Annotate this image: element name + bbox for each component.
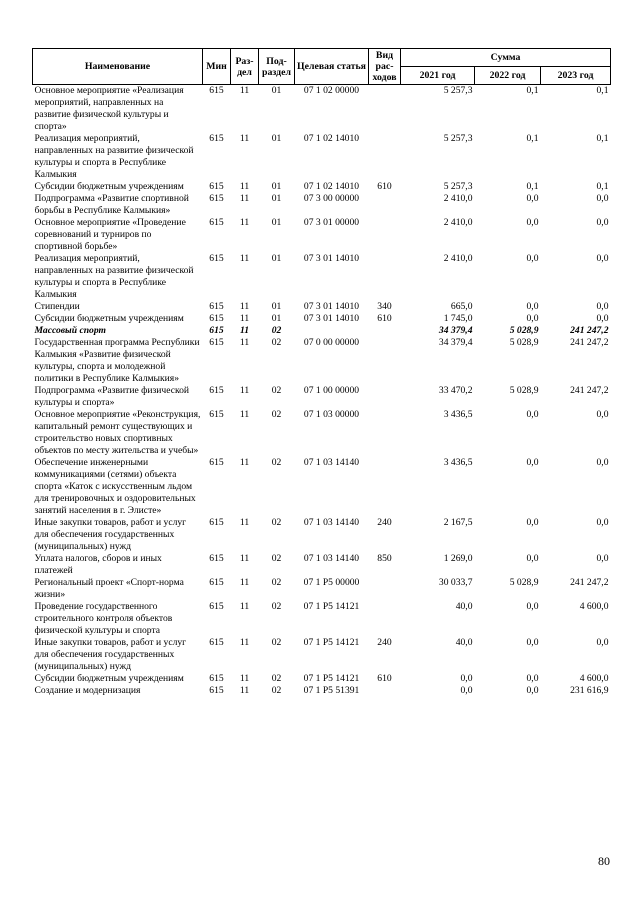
vid-cell: 610 bbox=[377, 673, 392, 684]
min-cell: 615 bbox=[209, 409, 224, 420]
target-cell: 07 1 P5 51391 bbox=[303, 685, 360, 696]
sum-2023-cell: 241 247,2 bbox=[570, 325, 609, 336]
sum-2023-cell: 0,0 bbox=[596, 193, 609, 204]
sum-2021-cell: 3 436,5 bbox=[443, 409, 473, 420]
podrazdel-cell: 01 bbox=[271, 133, 282, 144]
table-header bbox=[33, 49, 611, 85]
vid-cell bbox=[369, 217, 401, 253]
target-cell: 07 1 00 00000 bbox=[303, 385, 360, 396]
budget-table bbox=[32, 48, 611, 697]
sum-2021-cell: 40,0 bbox=[455, 601, 473, 612]
razdel-cell: 11 bbox=[239, 457, 250, 468]
sum-2021-cell: 2 167,5 bbox=[443, 517, 473, 528]
sum-2022-cell: 0,0 bbox=[526, 253, 539, 264]
min-cell: 615 bbox=[209, 553, 224, 564]
sum-2021-cell: 5 257,3 bbox=[443, 85, 473, 96]
target-cell: 07 1 03 14140 bbox=[303, 517, 360, 528]
table-row bbox=[33, 577, 611, 601]
sum-2022-cell: 0,0 bbox=[526, 409, 539, 420]
min-cell: 615 bbox=[209, 217, 224, 228]
target-cell: 07 3 01 14010 bbox=[303, 253, 360, 264]
sum-2023-cell: 0,0 bbox=[596, 301, 609, 312]
razdel-cell: 11 bbox=[239, 301, 250, 312]
table-row bbox=[33, 637, 611, 673]
razdel-cell: 11 bbox=[239, 133, 250, 144]
sum-2023-cell: 0,0 bbox=[596, 457, 609, 468]
sum-2021-cell: 665,0 bbox=[450, 301, 473, 312]
razdel-cell: 11 bbox=[239, 685, 250, 696]
min-cell: 615 bbox=[209, 577, 224, 588]
razdel-cell: 11 bbox=[239, 217, 250, 228]
name-cell: Реализация мероприятий, направленных на развитие физической культуры и спорта в Республике Калмыкия bbox=[34, 133, 194, 180]
sum-2022-cell: 0,0 bbox=[526, 637, 539, 648]
name-cell: Массовый спорт bbox=[34, 325, 106, 336]
name-cell: Основное мероприятие «Проведение соревнований и турниров по спортивной борьбе» bbox=[34, 217, 186, 252]
table-row bbox=[33, 301, 611, 313]
vid-cell bbox=[369, 577, 401, 601]
target-cell: 07 1 P5 14121 bbox=[303, 637, 360, 648]
vid-cell: 610 bbox=[377, 313, 392, 324]
target-cell: 07 1 P5 00000 bbox=[303, 577, 360, 588]
target-cell: 07 1 P5 14121 bbox=[303, 601, 360, 612]
sum-2023-cell: 4 600,0 bbox=[579, 601, 609, 612]
table-row bbox=[33, 85, 611, 134]
sum-2023-cell: 0,0 bbox=[596, 253, 609, 264]
podrazdel-cell: 02 bbox=[271, 673, 282, 684]
header-min: Мин bbox=[203, 49, 231, 85]
table-row bbox=[33, 193, 611, 217]
header-vid: Вид рас-ходов bbox=[369, 49, 401, 85]
sum-2022-cell: 0,1 bbox=[526, 181, 539, 192]
sum-2023-cell: 0,0 bbox=[596, 313, 609, 324]
vid-cell bbox=[369, 253, 401, 301]
sum-2023-cell: 231 616,9 bbox=[570, 685, 609, 696]
target-cell: 07 3 01 00000 bbox=[303, 217, 360, 228]
sum-2021-cell: 34 379,4 bbox=[438, 337, 473, 348]
sum-2023-cell: 0,1 bbox=[596, 133, 609, 144]
table-row bbox=[33, 253, 611, 301]
table-row bbox=[33, 685, 611, 697]
vid-cell bbox=[369, 85, 401, 134]
name-cell: Подпрограмма «Развитие спортивной борьбы в Республике Калмыкия» bbox=[34, 193, 189, 216]
header-2021: 2021 год bbox=[401, 67, 475, 85]
sum-2021-cell: 0,0 bbox=[460, 673, 473, 684]
vid-cell bbox=[369, 601, 401, 637]
min-cell: 615 bbox=[209, 517, 224, 528]
sum-2021-cell: 34 379,4 bbox=[438, 325, 473, 336]
podrazdel-cell: 02 bbox=[271, 685, 282, 696]
vid-cell bbox=[369, 385, 401, 409]
sum-2022-cell: 0,0 bbox=[526, 517, 539, 528]
podrazdel-cell: 02 bbox=[271, 637, 282, 648]
sum-2021-cell: 30 033,7 bbox=[438, 577, 473, 588]
sum-2022-cell: 0,0 bbox=[526, 457, 539, 468]
razdel-cell: 11 bbox=[239, 553, 250, 564]
sum-2021-cell: 1 269,0 bbox=[443, 553, 473, 564]
razdel-cell: 11 bbox=[239, 517, 250, 528]
min-cell: 615 bbox=[209, 457, 224, 468]
target-cell: 07 0 00 00000 bbox=[303, 337, 360, 348]
header-razdel: Раз-дел bbox=[231, 49, 259, 85]
sum-2023-cell: 0,1 bbox=[596, 181, 609, 192]
razdel-cell: 11 bbox=[239, 253, 250, 264]
razdel-cell: 11 bbox=[239, 577, 250, 588]
target-cell: 07 1 03 14140 bbox=[303, 457, 360, 468]
table-row bbox=[33, 385, 611, 409]
min-cell: 615 bbox=[209, 325, 224, 336]
podrazdel-cell: 02 bbox=[271, 457, 282, 468]
razdel-cell: 11 bbox=[239, 601, 250, 612]
name-cell: Региональный проект «Спорт-норма жизни» bbox=[34, 577, 184, 600]
razdel-cell: 11 bbox=[239, 193, 250, 204]
name-cell: Субсидии бюджетным учреждениям bbox=[34, 673, 184, 684]
sum-2022-cell: 0,0 bbox=[526, 673, 539, 684]
table-row bbox=[33, 133, 611, 181]
sum-2022-cell: 0,0 bbox=[526, 553, 539, 564]
min-cell: 615 bbox=[209, 385, 224, 396]
vid-cell: 240 bbox=[377, 637, 392, 648]
sum-2021-cell: 5 257,3 bbox=[443, 181, 473, 192]
sum-2021-cell: 2 410,0 bbox=[443, 217, 473, 228]
razdel-cell: 11 bbox=[239, 337, 250, 348]
sum-2023-cell: 0,0 bbox=[596, 217, 609, 228]
sum-2022-cell: 0,1 bbox=[526, 85, 539, 96]
table-row bbox=[33, 181, 611, 193]
name-cell: Уплата налогов, сборов и иных платежей bbox=[34, 553, 162, 576]
sum-2022-cell: 5 028,9 bbox=[509, 577, 539, 588]
vid-cell bbox=[369, 337, 401, 385]
sum-2022-cell: 0,0 bbox=[526, 313, 539, 324]
vid-cell bbox=[369, 133, 401, 181]
target-cell: 07 1 02 14010 bbox=[303, 181, 360, 192]
vid-cell bbox=[369, 409, 401, 457]
table-row bbox=[33, 457, 611, 517]
name-cell: Реализация мероприятий, направленных на развитие физической культуры и спорта в Республике Калмыкия bbox=[34, 253, 194, 300]
sum-2021-cell: 1 745,0 bbox=[443, 313, 473, 324]
min-cell: 615 bbox=[209, 193, 224, 204]
table-row bbox=[33, 601, 611, 637]
target-cell: 07 3 01 14010 bbox=[303, 301, 360, 312]
sum-2023-cell: 4 600,0 bbox=[579, 673, 609, 684]
vid-cell: 240 bbox=[377, 517, 392, 528]
name-cell: Иные закупки товаров, работ и услуг для обеспечения государственных (муниципальных) нужд bbox=[34, 637, 187, 672]
min-cell: 615 bbox=[209, 673, 224, 684]
name-cell: Основное мероприятие «Реализация мероприятий, направленных на развитие физической культуры и спорта» bbox=[34, 85, 184, 132]
min-cell: 615 bbox=[209, 337, 224, 348]
podrazdel-cell: 02 bbox=[271, 385, 282, 396]
header-2023: 2023 год bbox=[541, 67, 611, 85]
razdel-cell: 11 bbox=[239, 181, 250, 192]
sum-2021-cell: 3 436,5 bbox=[443, 457, 473, 468]
min-cell: 615 bbox=[209, 85, 224, 96]
sum-2023-cell: 241 247,2 bbox=[570, 385, 609, 396]
name-cell: Подпрограмма «Развитие физической культуры и спорта» bbox=[34, 385, 190, 408]
sum-2021-cell: 33 470,2 bbox=[438, 385, 473, 396]
razdel-cell: 11 bbox=[239, 409, 250, 420]
table-row bbox=[33, 409, 611, 457]
sum-2022-cell: 5 028,9 bbox=[509, 385, 539, 396]
podrazdel-cell: 02 bbox=[271, 409, 282, 420]
name-cell: Государственная программа Республики Калмыкия «Развитие физической культуры, спорта и молодежной политики в Республике Калмыкия» bbox=[34, 337, 200, 384]
sum-2022-cell: 0,0 bbox=[526, 301, 539, 312]
sum-2021-cell: 2 410,0 bbox=[443, 193, 473, 204]
sum-2021-cell: 2 410,0 bbox=[443, 253, 473, 264]
target-cell: 07 1 03 00000 bbox=[303, 409, 360, 420]
header-target: Целевая статья bbox=[295, 49, 369, 85]
razdel-cell: 11 bbox=[239, 85, 250, 96]
razdel-cell: 11 bbox=[239, 385, 250, 396]
table-row bbox=[33, 325, 611, 337]
table-row bbox=[33, 553, 611, 577]
podrazdel-cell: 01 bbox=[271, 301, 282, 312]
razdel-cell: 11 bbox=[239, 313, 250, 324]
min-cell: 615 bbox=[209, 685, 224, 696]
name-cell: Субсидии бюджетным учреждениям bbox=[34, 313, 184, 324]
vid-cell: 340 bbox=[377, 301, 392, 312]
podrazdel-cell: 01 bbox=[271, 253, 282, 264]
vid-cell bbox=[369, 325, 401, 337]
table-row bbox=[33, 673, 611, 685]
sum-2023-cell: 0,0 bbox=[596, 553, 609, 564]
podrazdel-cell: 02 bbox=[271, 325, 282, 336]
target-cell: 07 1 03 14140 bbox=[303, 553, 360, 564]
target-cell: 07 1 P5 14121 bbox=[303, 673, 360, 684]
target-cell: 07 1 02 00000 bbox=[303, 85, 360, 96]
table-row bbox=[33, 517, 611, 553]
podrazdel-cell: 02 bbox=[271, 577, 282, 588]
razdel-cell: 11 bbox=[239, 325, 250, 336]
min-cell: 615 bbox=[209, 313, 224, 324]
sum-2023-cell: 0,1 bbox=[596, 85, 609, 96]
target-cell bbox=[295, 325, 369, 337]
podrazdel-cell: 01 bbox=[271, 85, 282, 96]
table-row bbox=[33, 337, 611, 385]
podrazdel-cell: 02 bbox=[271, 553, 282, 564]
sum-2021-cell: 40,0 bbox=[455, 637, 473, 648]
podrazdel-cell: 02 bbox=[271, 337, 282, 348]
sum-2022-cell: 0,0 bbox=[526, 193, 539, 204]
sum-2022-cell: 0,0 bbox=[526, 685, 539, 696]
name-cell: Создание и модернизация bbox=[34, 685, 141, 696]
name-cell: Субсидии бюджетным учреждениям bbox=[34, 181, 184, 192]
header-sum: Сумма bbox=[401, 49, 611, 67]
min-cell: 615 bbox=[209, 601, 224, 612]
sum-2021-cell: 5 257,3 bbox=[443, 133, 473, 144]
header-name: Наименование bbox=[33, 49, 203, 85]
sum-2022-cell: 0,0 bbox=[526, 217, 539, 228]
min-cell: 615 bbox=[209, 253, 224, 264]
target-cell: 07 3 00 00000 bbox=[303, 193, 360, 204]
name-cell: Стипендии bbox=[34, 301, 80, 312]
podrazdel-cell: 01 bbox=[271, 313, 282, 324]
sum-2023-cell: 241 247,2 bbox=[570, 577, 609, 588]
min-cell: 615 bbox=[209, 133, 224, 144]
podrazdel-cell: 02 bbox=[271, 601, 282, 612]
min-cell: 615 bbox=[209, 637, 224, 648]
target-cell: 07 3 01 14010 bbox=[303, 313, 360, 324]
podrazdel-cell: 01 bbox=[271, 181, 282, 192]
podrazdel-cell: 02 bbox=[271, 517, 282, 528]
vid-cell bbox=[369, 457, 401, 517]
table-row bbox=[33, 313, 611, 325]
sum-2022-cell: 5 028,9 bbox=[509, 337, 539, 348]
sum-2022-cell: 0,1 bbox=[526, 133, 539, 144]
min-cell: 615 bbox=[209, 301, 224, 312]
podrazdel-cell: 01 bbox=[271, 193, 282, 204]
name-cell: Основное мероприятие «Реконструкция, капитальный ремонт существующих и строительство новых спортивных объектов по месту жительства и учебы» bbox=[34, 409, 201, 456]
target-cell: 07 1 02 14010 bbox=[303, 133, 360, 144]
sum-2021-cell: 0,0 bbox=[460, 685, 473, 696]
razdel-cell: 11 bbox=[239, 673, 250, 684]
sum-2022-cell: 5 028,9 bbox=[509, 325, 539, 336]
sum-2023-cell: 0,0 bbox=[596, 517, 609, 528]
sum-2022-cell: 0,0 bbox=[526, 601, 539, 612]
vid-cell: 610 bbox=[377, 181, 392, 192]
sum-2023-cell: 0,0 bbox=[596, 409, 609, 420]
sum-2023-cell: 241 247,2 bbox=[570, 337, 609, 348]
vid-cell bbox=[369, 685, 401, 697]
name-cell: Обеспечение инженерными коммуникациями (сетями) объекта спорта «Каток с искусственным льдом для тренировочных и оздоровительных занятий населения в г. Элисте» bbox=[34, 457, 196, 516]
header-2022: 2022 год bbox=[475, 67, 541, 85]
name-cell: Иные закупки товаров, работ и услуг для обеспечения государственных (муниципальных) нужд bbox=[34, 517, 187, 552]
min-cell: 615 bbox=[209, 181, 224, 192]
table-body bbox=[33, 85, 611, 698]
header-podrazdel: Под-раздел bbox=[259, 49, 295, 85]
podrazdel-cell: 01 bbox=[271, 217, 282, 228]
page-number: 80 bbox=[598, 854, 610, 868]
vid-cell: 850 bbox=[377, 553, 392, 564]
name-cell: Проведение государственного строительного контроля объектов физической культуры и спорта bbox=[34, 601, 173, 636]
razdel-cell: 11 bbox=[239, 637, 250, 648]
sum-2023-cell: 0,0 bbox=[596, 637, 609, 648]
vid-cell bbox=[369, 193, 401, 217]
table-row bbox=[33, 217, 611, 253]
